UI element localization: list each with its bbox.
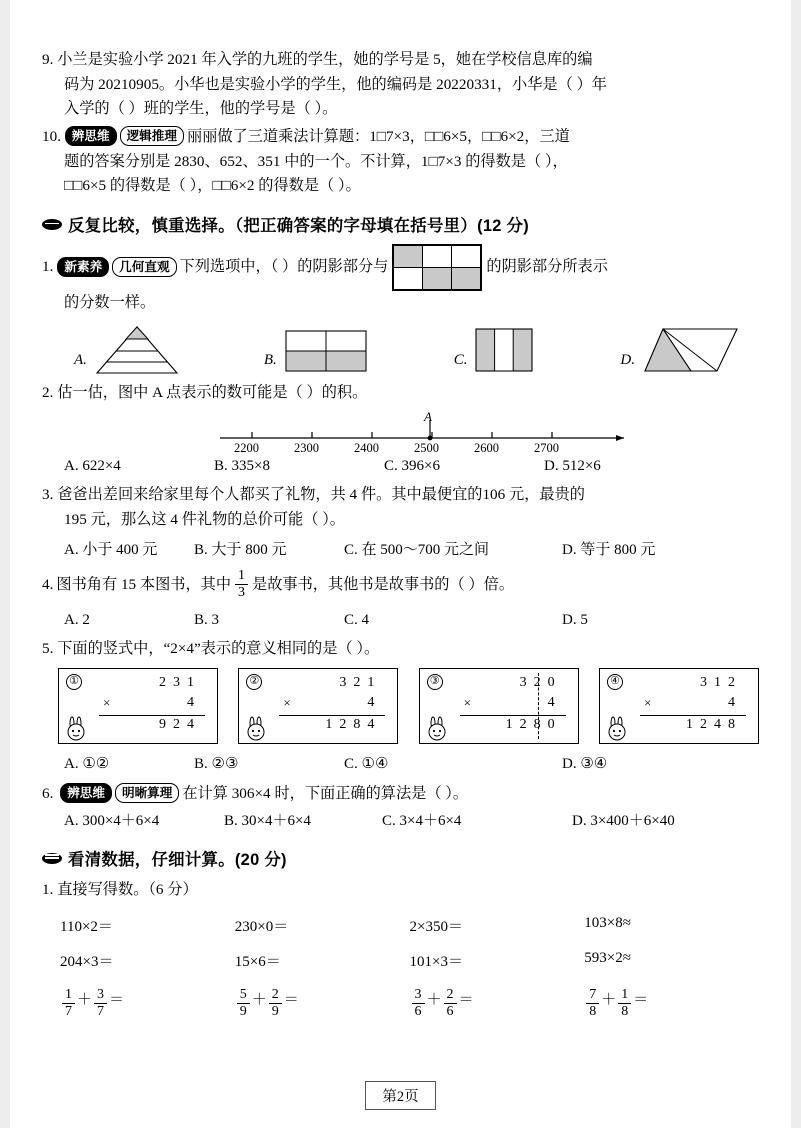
option-c[interactable]: C. ①④ (344, 755, 389, 772)
triangle-figure-a (95, 325, 179, 375)
vertical-box-1 (58, 668, 218, 744)
fraction (412, 987, 425, 1021)
choice-question-3-line1: 爸爸出差回来给家里每个人都买了礼物，共 4 件。其中最便宜的106 元，最贵的 (57, 486, 585, 503)
question-10-line1: 丽丽做了三道乘法计算题：1□7×3，□□6×5，□□6×2，三道 (186, 127, 570, 145)
fraction (269, 987, 282, 1021)
choice-question-3-index: 3. (42, 486, 54, 503)
fraction-numerator: 3 (412, 987, 425, 1004)
fraction-denominator: 8 (589, 1004, 597, 1020)
badge-bian-siwei: 辨思维 (65, 126, 117, 146)
badge-mingxi-suanli: 明晰算理 (115, 783, 179, 803)
bunny-icon (602, 715, 632, 745)
section-bullet-icon (42, 853, 62, 864)
number-line-figure (212, 410, 632, 456)
shaded-grid-figure (392, 244, 482, 291)
fraction-denominator: 7 (65, 1004, 72, 1020)
choice-question-3 (42, 483, 759, 532)
calc-fraction-item[interactable] (60, 987, 235, 1021)
choice-question-5-index: 5. (42, 640, 54, 658)
box-1-result: 924 (159, 716, 201, 732)
option-a[interactable]: A. 小于 400 元 (64, 542, 158, 559)
fraction-numerator: 1 (62, 987, 75, 1004)
badge-jihe-zhiguan: 几何直观 (112, 257, 176, 277)
calc-fraction-item[interactable] (410, 987, 585, 1021)
option-d[interactable]: D. 3×400＋6×40 (572, 813, 675, 830)
page-footer (0, 1081, 801, 1110)
calc-row-2 (60, 950, 759, 971)
figure-option-a-label: A. (74, 352, 87, 369)
calc-fraction-item[interactable] (584, 987, 759, 1021)
figure-option-c-label: C. (453, 352, 468, 369)
section-3-heading (42, 846, 759, 870)
rect-thirds-figure-c (475, 325, 535, 375)
choice-question-1 (42, 244, 759, 316)
multiply-icon: × (103, 694, 111, 710)
figure-option-d-label: D. (620, 352, 635, 369)
svg-text:2200: 2200 (234, 441, 259, 455)
fraction-numerator: 5 (237, 987, 250, 1004)
choice-question-3-options (64, 538, 759, 559)
fraction-numerator: 3 (94, 987, 107, 1004)
box-4-rule (640, 715, 746, 716)
vertical-box-3 (419, 668, 579, 744)
choice-question-4-options (64, 612, 759, 629)
choice-question-5-text: 下面的竖式中，“2×4”表示的意义相同的是（ ）。 (57, 640, 380, 658)
box-3-result: 1280 (505, 716, 562, 732)
fraction-denominator: 7 (97, 1004, 105, 1020)
box-3-dashed-separator (538, 673, 539, 739)
svg-text:2600: 2600 (474, 441, 499, 455)
option-a[interactable]: A. 2 (64, 612, 90, 629)
fraction-numerator: 2 (444, 987, 457, 1004)
option-a[interactable]: A. ①② (64, 755, 110, 772)
plus-sign: ＋ (426, 991, 442, 1008)
multiply-icon: × (283, 694, 291, 710)
option-d[interactable]: D. 5 (562, 612, 588, 629)
fraction-numerator: 1 (235, 568, 248, 585)
option-a[interactable]: A. 300×4＋6×4 (64, 813, 160, 830)
plus-sign: ＋ (601, 991, 617, 1008)
choice-question-5-options (64, 754, 759, 773)
fraction-denominator: 6 (414, 1004, 422, 1020)
option-d[interactable]: D. ③④ (562, 755, 608, 772)
option-b[interactable]: B. 30×4＋6×4 (224, 813, 311, 830)
svg-text:2300: 2300 (294, 441, 319, 455)
fraction (237, 987, 250, 1021)
calc-item[interactable]: 103×8≈ (584, 915, 631, 932)
box-4-result: 1248 (685, 716, 742, 732)
box-2-top-number: 321 (339, 674, 382, 690)
plus-sign: ＋ (251, 991, 267, 1008)
option-a[interactable]: A. 622×4 (64, 458, 121, 474)
badge-bian-siwei: 辨思维 (60, 783, 112, 803)
question-9-line3: 入学的（ ）班的学生，他的学号是（ ）。 (64, 100, 338, 118)
question-10-line2: 题的答案分别是 2830、652、351 中的一个。不计算，1□7×3 的得数是（ ）， (64, 152, 568, 170)
figure-option-d (620, 325, 739, 375)
fraction-numerator: 1 (618, 987, 631, 1004)
choice-question-3-line2: 195 元，那么这 4 件礼物的总价可能（ ）。 (64, 510, 345, 528)
choice-question-1-text-b: 的阴影部分所表示 (486, 257, 608, 275)
question-9 (42, 48, 759, 122)
box-1-top-number: 231 (159, 674, 201, 690)
equals-sign: ＝ (633, 991, 649, 1008)
choice-question-1-index: 1. (42, 257, 54, 275)
fraction (586, 987, 599, 1021)
calc-item[interactable]: 230×0＝ (234, 919, 289, 936)
equals-sign: ＝ (109, 991, 125, 1008)
badge-xin-suyang: 新素养 (57, 257, 109, 277)
question-10 (42, 125, 759, 199)
question-9-line1: 小兰是实验小学 2021 年入学的九班的学生，她的学号是 5，她在学校信息库的编 (57, 51, 593, 68)
calc-row-3 (60, 987, 759, 1021)
svg-text:2500: 2500 (414, 441, 439, 455)
section-3-sub-1 (42, 878, 759, 903)
choice-question-4 (42, 568, 759, 602)
page-number: 第2页 (365, 1081, 435, 1110)
box-4-top-number: 312 (699, 674, 742, 690)
box-2-bottom-number: 4 (367, 694, 382, 710)
fraction (618, 987, 631, 1021)
fraction-denominator: 3 (238, 585, 246, 601)
svg-text:A: A (424, 410, 432, 424)
figure-option-b (264, 325, 369, 375)
question-10-line3: □□6×5 的得数是（ ），□□6×2 的得数是（ ）。 (64, 177, 361, 195)
choice-question-6-text: 在计算 306×4 时，下面正确的算法是（ ）。 (182, 784, 469, 802)
page-right-edge (791, 0, 801, 1128)
box-3-rule (460, 715, 566, 716)
calc-item[interactable]: 593×2≈ (584, 950, 631, 967)
calc-item[interactable]: 110×2＝ (60, 919, 113, 936)
fraction (94, 987, 107, 1021)
rect-quarters-figure-b (285, 325, 369, 375)
calc-fraction-item[interactable] (235, 987, 410, 1021)
calc-item[interactable]: 204×3＝ (60, 954, 114, 971)
question-10-index: 10. (42, 127, 61, 145)
box-2-circle-number: ② (246, 674, 262, 690)
fraction (62, 987, 75, 1021)
box-1-circle-number: ① (66, 674, 82, 690)
choice-question-4-text-b: 是故事书，其他书是故事书的（ ）倍。 (252, 575, 515, 593)
choice-question-1-figures (48, 325, 759, 375)
choice-question-4-index: 4. (42, 575, 54, 593)
box-3-bottom-number: 4 (547, 694, 562, 710)
box-4-circle-number: ④ (607, 674, 623, 690)
box-3-top-number: 320 (519, 674, 562, 690)
choice-question-6-index: 6. (42, 784, 54, 802)
question-9-line2: 码为 20210905。小华也是实验小学的学生，他的编码是 20220331，小华是（ ）年 (64, 75, 607, 93)
choice-question-2-options (64, 458, 759, 475)
fraction-numerator: 2 (269, 987, 282, 1004)
option-b[interactable]: B. 335×8 (214, 458, 270, 474)
option-c[interactable]: C. 在 500～700 元之间 (344, 542, 490, 559)
multiply-icon: × (463, 694, 471, 710)
fraction-denominator: 9 (239, 1004, 247, 1020)
option-c[interactable]: C. 396×6 (384, 458, 440, 474)
fraction-denominator: 9 (271, 1004, 279, 1020)
choice-question-2-index: 2. (42, 384, 54, 402)
badge-luoji-tuili: 逻辑推理 (120, 126, 184, 146)
bunny-icon (422, 715, 452, 745)
fraction (444, 987, 457, 1021)
calc-row-1 (60, 915, 759, 936)
question-9-index: 9. (42, 51, 54, 68)
choice-question-6-options (64, 809, 759, 830)
fraction-denominator: 6 (446, 1004, 454, 1020)
section-2-title: 反复比较，慎重选择。（把正确答案的字母填在括号里）(12 分) (68, 216, 529, 235)
calc-item[interactable]: 15×6＝ (234, 954, 281, 971)
section-3-title: 看清数据，仔细计算。(20 分) (68, 851, 287, 870)
option-c[interactable]: C. 3×4＋6×4 (382, 813, 462, 830)
option-d[interactable]: D. 512×6 (544, 458, 601, 474)
choice-question-4-text-a: 图书角有 15 本图书，其中 (56, 575, 232, 593)
equals-sign: ＝ (458, 991, 474, 1008)
box-2-rule (279, 715, 385, 716)
equals-sign: ＝ (283, 991, 299, 1008)
option-b[interactable]: B. ②③ (194, 755, 239, 772)
multiply-icon: × (643, 694, 652, 710)
option-b[interactable]: B. 大于 800 元 (194, 542, 287, 559)
vertical-box-2 (238, 668, 398, 744)
plus-sign: ＋ (77, 991, 93, 1008)
section-3-sub-1-label: 1. 直接写得数。（6 分） (42, 881, 198, 899)
choice-question-6 (42, 782, 759, 807)
calc-item[interactable]: 101×3＝ (409, 954, 463, 971)
vertical-calculation-boxes (58, 668, 759, 744)
option-d[interactable]: D. 等于 800 元 (562, 542, 656, 559)
page-left-edge (0, 0, 10, 1128)
option-c[interactable]: C. 4 (344, 612, 370, 629)
box-2-result: 1284 (325, 716, 382, 732)
fraction-one-third (235, 568, 248, 602)
bunny-icon (241, 715, 271, 745)
page-content (42, 48, 759, 1023)
box-1-rule (99, 715, 205, 716)
vertical-box-4 (599, 668, 759, 744)
option-b[interactable]: B. 3 (194, 612, 220, 629)
figure-option-a (74, 325, 179, 375)
svg-text:2700: 2700 (534, 441, 559, 455)
choice-question-2-text: 估一估，图中 A 点表示的数可能是（ ）的积。 (57, 384, 368, 402)
choice-question-5 (42, 637, 759, 662)
box-3-circle-number: ③ (427, 674, 443, 690)
figure-option-b-label: B. (263, 352, 277, 369)
fraction-denominator: 8 (621, 1004, 629, 1020)
bunny-icon (61, 715, 91, 745)
section-bullet-icon (42, 219, 62, 230)
svg-text:2400: 2400 (354, 441, 379, 455)
parallelogram-figure-d (643, 325, 739, 375)
box-4-bottom-number: 4 (727, 694, 742, 710)
calc-item[interactable]: 2×350＝ (409, 919, 463, 936)
choice-question-1-text-a: 下列选项中，（ ）的阴影部分与 (179, 257, 389, 275)
choice-question-1-line2: 的分数一样。 (64, 293, 156, 311)
choice-question-2 (42, 381, 759, 406)
fraction-numerator: 7 (586, 987, 599, 1004)
figure-option-c (454, 325, 536, 375)
box-1-bottom-number: 4 (187, 694, 201, 710)
section-2-heading (42, 212, 759, 236)
